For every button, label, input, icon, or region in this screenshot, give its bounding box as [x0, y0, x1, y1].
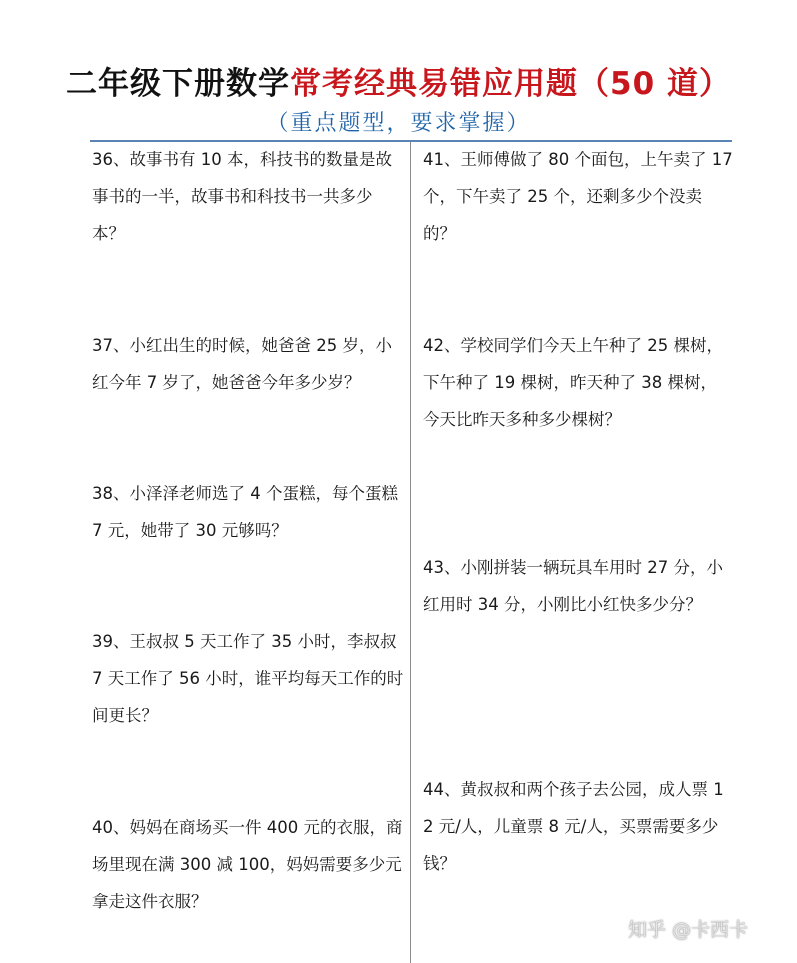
- problem-37: 37、小红出生的时候，她爸爸 25 岁，小红今年 7 岁了，她爸爸今年多少岁？: [92, 336, 392, 392]
- problem-43: 43、小刚拼装一辆玩具车用时 27 分，小红用时 34 分，小刚比小红快多少分？: [423, 558, 723, 614]
- column-divider: [410, 142, 411, 963]
- title-red-part: 常考经典易错应用题（50 道）: [290, 66, 731, 102]
- problem-42: 42、学校同学们今天上午种了 25 棵树，下午种了 19 棵树，昨天种了 38 棵树，今天比昨天多种多少棵树？: [423, 336, 723, 429]
- watermark: 知乎 @卡西卡: [628, 919, 749, 941]
- title-black-part: 二年级下册数学: [66, 66, 291, 102]
- page-subtitle: （重点题型，要求掌握）: [266, 111, 531, 136]
- problem-41: 41、王师傅做了 80 个面包，上午卖了 17 个，下午卖了 25 个，还剩多少个没卖的？: [423, 150, 733, 243]
- problem-39: 39、王叔叔 5 天工作了 35 小时，李叔叔 7 天工作了 56 小时，谁平均每天工作的时间更长？: [92, 632, 404, 725]
- problem-36: 36、故事书有 10 本，科技书的数量是故事书的一半，故事书和科技书一共多少本？: [92, 150, 392, 243]
- page-title: [0, 58, 797, 103]
- problem-40: 40、妈妈在商场买一件 400 元的衣服，商场里现在满 300 减 100，妈妈需要多少元拿走这件衣服？: [92, 818, 403, 911]
- problem-44: 44、黄叔叔和两个孩子去公园，成人票 12 元/人，儿童票 8 元/人，买票需要多少钱？: [423, 780, 724, 873]
- problem-38: 38、小泽泽老师选了 4 个蛋糕，每个蛋糕 7 元，她带了 30 元够吗？: [92, 484, 398, 540]
